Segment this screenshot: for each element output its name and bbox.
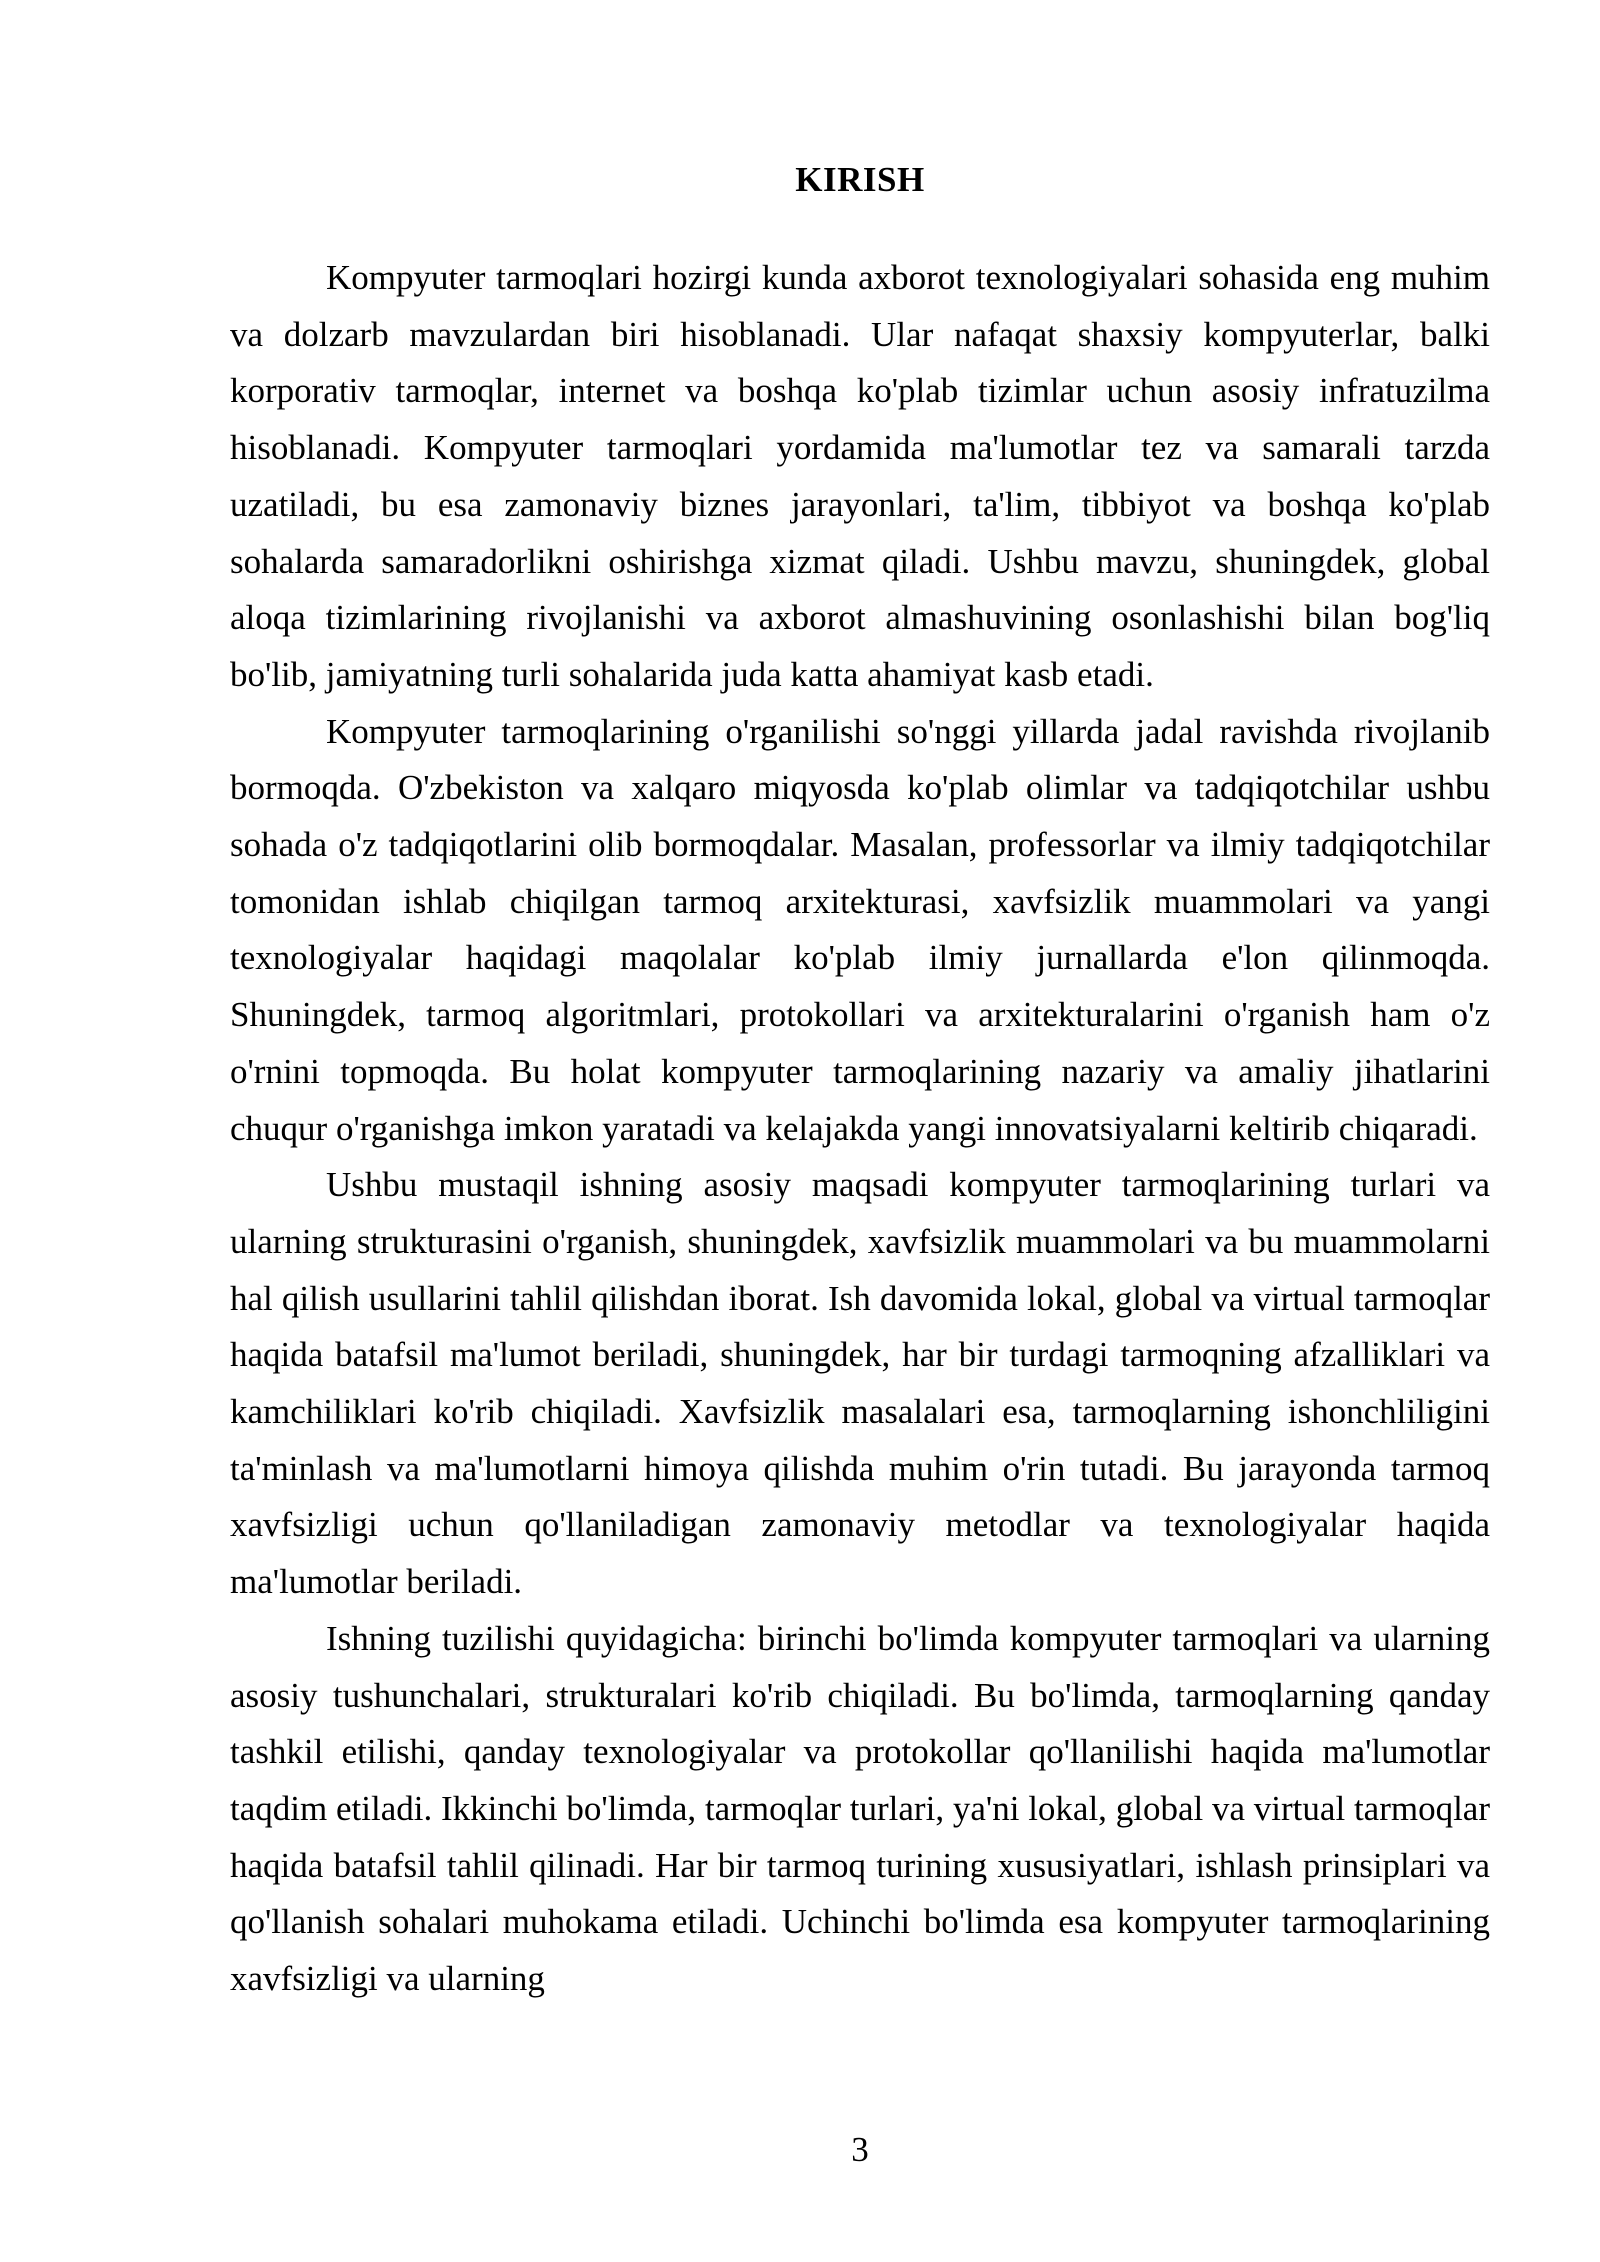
paragraph-1: Kompyuter tarmoqlari hozirgi kunda axborot texnologiyalari sohasida eng muhim va dolzarb mavzulardan biri hisoblanadi. Ular nafaqat shaxsiy kompyuterlar, balki korporativ tarmoqlar, internet va boshqa ko'plab tizimlar uchun asosiy infratuzilma hisoblanadi. Kompyuter tarmoqlari yordamida ma'lumotlar tez va samarali tarzda uzatiladi, bu esa zamonaviy biznes jarayonlari, ta'lim, tibbiyot va boshqa ko'plab sohalarda samaradorlikni oshirishga xizmat qiladi. Ushbu mavzu, shuningdek, global aloqa tizimlarining rivojlanishi va axborot almashuvining osonlashishi bilan bog'liq bo'lib, jamiyatning turli sohalarida juda katta ahamiyat kasb etadi. — [230, 258, 1490, 694]
paragraph-3: Ushbu mustaqil ishning asosiy maqsadi kompyuter tarmoqlarining turlari va ularning strukturasini o'rganish, shuningdek, xavfsizlik muammolari va bu muammolarni hal qilish usullarini tahlil qilishdan iborat. Ish davomida lokal, global va virtual tarmoqlar haqida batafsil ma'lumot beriladi, shuningdek, har bir turdagi tarmoqning afzalliklari va kamchiliklari ko'rib chiqiladi. Xavfsizlik masalalari esa, tarmoqlarning ishonchliligini ta'minlash va ma'lumotlarni himoya qilishda muhim o'rin tutadi. Bu jarayonda tarmoq xavfsizligi uchun qo'llaniladigan zamonaviy metodlar va texnologiyalar haqida ma'lumotlar beriladi. — [230, 1165, 1490, 1602]
paragraph-2: Kompyuter tarmoqlarining o'rganilishi so'nggi yillarda jadal ravishda rivojlanib bormoqda. O'zbekiston va xalqaro miqyosda ko'plab olimlar va tadqiqotchilar ushbu sohada o'z tadqiqotlarini olib bormoqdalar. Masalan, professorlar va ilmiy tadqiqotchilar tomonidan ishlab chiqilgan tarmoq arxitekturasi, xavfsizlik muammolari va yangi texnologiyalar haqidagi maqolalar ko'plab ilmiy jurnallarda e'lon qilinmoqda. Shuningdek, tarmoq algoritmlari, protokollari va arxitekturalarini o'rganish ham o'z o'rnini topmoqda. Bu holat kompyuter tarmoqlarining nazariy va amaliy jihatlarini chuqur o'rganishga imkon yaratadi va kelajakda yangi innovatsiyalarni keltirib chiqaradi. — [230, 711, 1490, 1148]
page-number: 3 — [851, 2130, 869, 2169]
body-text — [230, 250, 1490, 2008]
section-heading: KIRISH — [795, 160, 925, 199]
paragraph-4: Ishning tuzilishi quyidagicha: birinchi bo'limda kompyuter tarmoqlari va ularning asosiy tushunchalari, strukturalari ko'rib chiqiladi. Bu bo'limda, tarmoqlarning qanday tashkil etilishi, qanday texnologiyalar va protokollar qo'llanilishi haqida ma'lumotlar taqdim etiladi. Ikkinchi bo'limda, tarmoqlar turlari, ya'ni lokal, global va virtual tarmoqlar haqida batafsil tahlil qilinadi. Har bir tarmoq turining xususiyatlari, ishlash prinsiplari va qo'llanish sohalari muhokama etiladi. Uchinchi bo'limda esa kompyuter tarmoqlarining xavfsizligi va ularning — [230, 1618, 1490, 1999]
